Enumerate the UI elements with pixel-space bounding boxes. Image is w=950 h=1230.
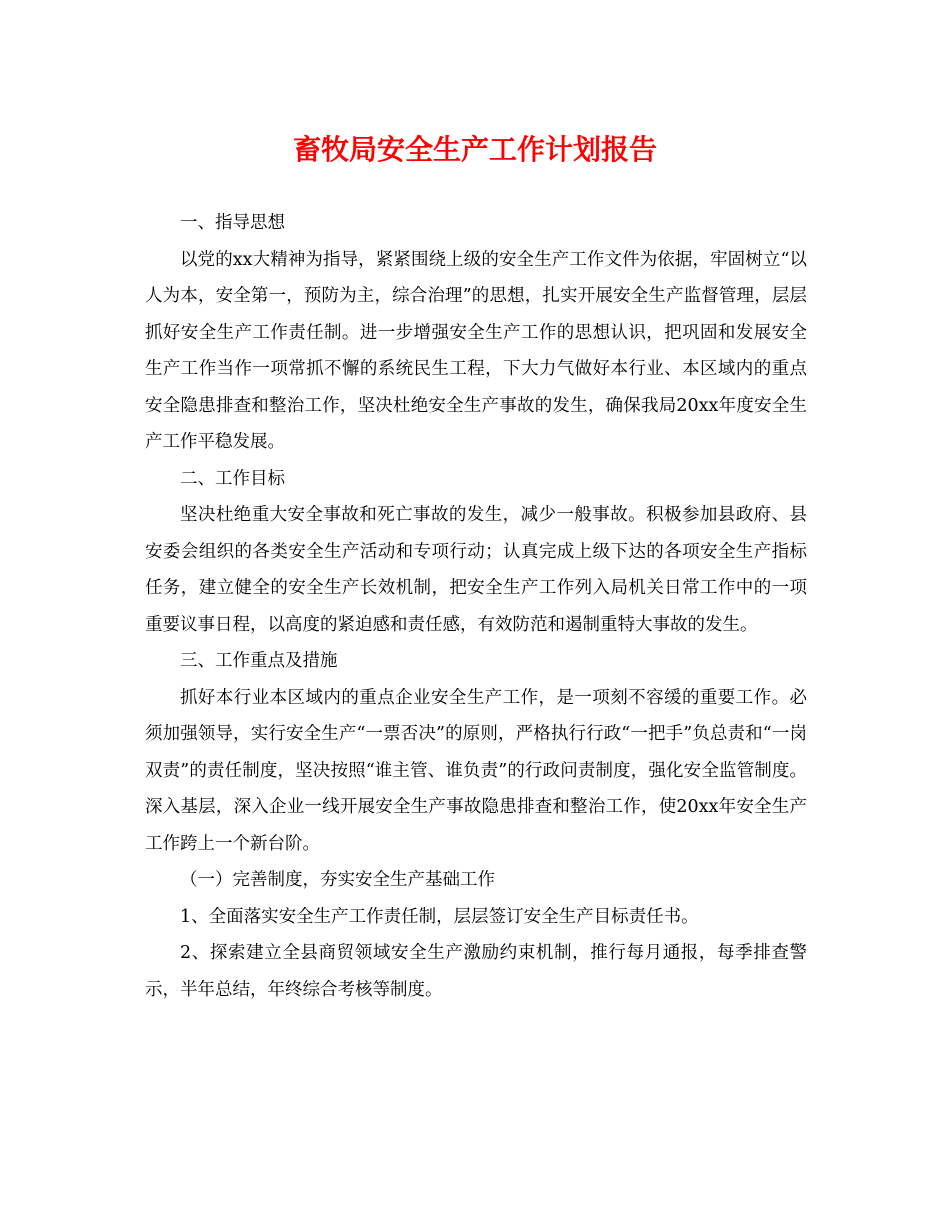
paragraph-work-goals: 坚决杜绝重大安全事故和死亡事故的发生，减少一般事故。积极参加县政府、县安委会组织的各类安全生产活动和专项行动；认真完成上级下达的各项安全生产指标任务，建立健全的安全生产长效机制，把安全生产工作列入局机关日常工作中的一项重要议事日程，以高度的紧迫感和责任感，有效防范和遏制重特大事故的发生。 <box>145 505 807 635</box>
document-title: 畜牧局安全生产工作计划报告 <box>292 133 657 166</box>
heading-key-measures: 三、工作重点及措施 <box>180 651 338 671</box>
paragraph-key-measures: 抓好本行业本区域内的重点企业安全生产工作，是一项刻不容缓的重要工作。必须加强领导，实行安全生产“一票否决”的原则，严格执行行政“一把手”负总责和“一岗双责”的责任制度，坚决按照“谁主管、谁负责”的行政问责制度，强化安全监管制度。深入基层，深入企业一线开展安全生产事故隐患排查和整治工作，使20xx年安全生产工作跨上一个新台阶。 <box>145 687 807 854</box>
list-item-1: 1、全面落实安全生产工作责任制，层层签订安全生产目标责任书。 <box>180 906 699 927</box>
document-body <box>145 205 807 1008</box>
paragraph-guiding-ideology: 以党的xx大精神为指导，紧紧围绕上级的安全生产工作文件为依据，牢固树立“以人为本，安全第一，预防为主，综合治理”的思想，扎实开展安全生产监督管理，层层抓好安全生产工作责任制。进一步增强安全生产工作的思想认识，把巩固和发展安全生产工作当作一项常抓不懈的系统民生工程，下大力气做好本行业、本区域内的重点安全隐患排查和整治工作，坚决杜绝安全生产事故的发生，确保我局20xx年度安全生产工作平稳发展。 <box>145 249 807 452</box>
heading-guiding-ideology: 一、指导思想 <box>180 213 285 233</box>
list-item-2: 2、探索建立全县商贸领域安全生产激励约束机制，推行每月通报，每季排查警示，半年总结，年终综合考核等制度。 <box>145 943 807 1000</box>
heading-work-goals: 二、工作目标 <box>180 468 285 489</box>
subheading-improve-system: （一）完善制度，夯实安全生产基础工作 <box>180 870 495 890</box>
